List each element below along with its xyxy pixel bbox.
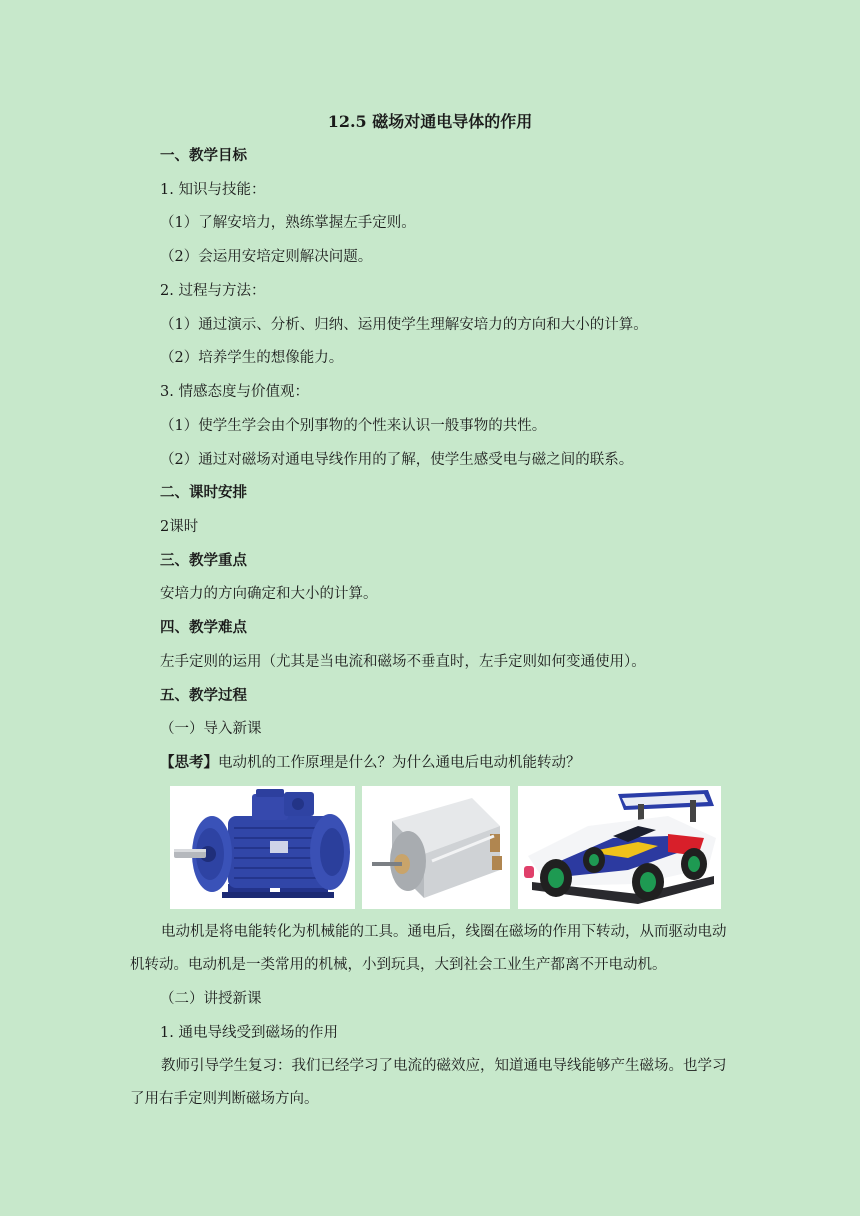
process-sub-intro: （一）导入新课 xyxy=(160,721,262,737)
objective-1a: （1）了解安培力，熟练掌握左手定则。 xyxy=(160,215,416,231)
objective-2-heading: 2. 过程与方法： xyxy=(160,283,266,299)
objective-2a: （1）通过演示、分析、归纳、运用使学生理解安培力的方向和大小的计算。 xyxy=(160,317,648,333)
small-dc-motor-icon xyxy=(362,786,510,909)
objective-2b: （2）培养学生的想像能力。 xyxy=(160,350,344,366)
section-heading-objectives: 一、教学目标 xyxy=(160,147,247,164)
schedule-text: 2课时 xyxy=(160,519,199,535)
section-heading-key-points: 三、教学重点 xyxy=(160,552,247,569)
objective-1-heading: 1. 知识与技能： xyxy=(160,182,266,198)
objective-3a: （1）使学生学会由个别事物的个性来认识一般事物的共性。 xyxy=(160,418,547,434)
section-heading-difficulties: 四、教学难点 xyxy=(160,619,247,636)
document-title: 12.5 磁场对通电导体的作用 xyxy=(327,112,533,131)
think-tag: 【思考】 xyxy=(160,754,218,771)
motor-image xyxy=(170,786,355,909)
section-heading-process: 五、教学过程 xyxy=(160,687,247,704)
process-sub-teaching: （二）讲授新课 xyxy=(160,991,262,1007)
think-text: 电动机的工作原理是什么？为什么通电后电动机能转动？ xyxy=(218,755,581,771)
objective-3b: （2）通过对磁场对通电导线作用的了解，使学生感受电与磁之间的联系。 xyxy=(160,452,634,468)
objective-1b: （2）会运用安培定则解决问题。 xyxy=(160,249,373,265)
difficulties-text: 左手定则的运用（尤其是当电流和磁场不垂直时，左手定则如何变通使用）。 xyxy=(160,654,646,670)
think-question xyxy=(160,753,581,773)
toy-race-car-icon xyxy=(518,786,721,909)
objective-3-heading: 3. 情感态度与价值观： xyxy=(160,384,309,400)
small-motor-image xyxy=(362,786,510,909)
section-heading-schedule: 二、课时安排 xyxy=(160,484,247,501)
key-points-text: 安培力的方向确定和大小的计算。 xyxy=(160,586,378,602)
motor-description-paragraph: 电动机是将电能转化为机械能的工具。通电后，线圈在磁场的作用下转动，从而驱动电动机转动。电动机是一类常用的机械，小到玩具，大到社会工业生产都离不开电动机。 xyxy=(130,924,727,973)
teaching-item-1: 1. 通电导线受到磁场的作用 xyxy=(160,1025,338,1041)
teacher-guide-paragraph: 教师引导学生复习：我们已经学习了电流的磁效应，知道通电导线能够产生磁场。也学习了用右手定则判断磁场方向。 xyxy=(130,1058,727,1107)
industrial-motor-icon xyxy=(170,786,355,909)
toy-car-image xyxy=(518,786,721,909)
